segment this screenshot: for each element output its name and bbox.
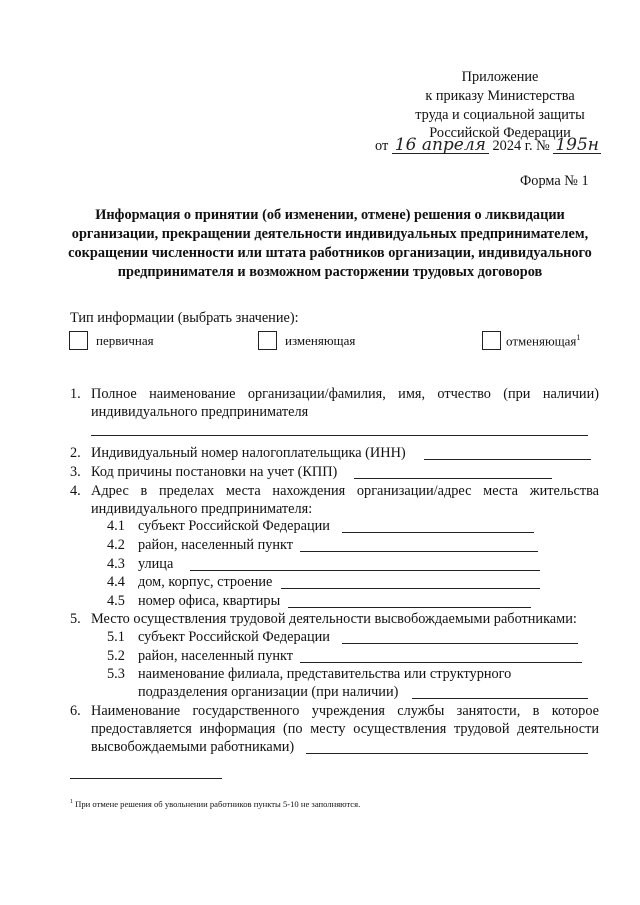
- addr-building-field[interactable]: [281, 588, 540, 589]
- order-year-number: 2024 г. №: [492, 138, 550, 154]
- item-5-3-label: наименование филиала, представительства или структурного: [138, 666, 512, 682]
- item-5-2-number: 5.2: [107, 648, 125, 664]
- item-1-field[interactable]: [91, 435, 588, 436]
- branch-name-field[interactable]: [412, 698, 588, 699]
- date-prefix: от: [375, 138, 389, 154]
- item-4-1-number: 4.1: [107, 518, 125, 534]
- addr-office-field[interactable]: [288, 607, 531, 608]
- form-title: Информация о принятии (об изменении, отмене) решения о ликвидации организации, прекращении деятельности индивидуальных предпринимателем, сокращении численности или штата работников организации, индивидуального предпринимателя и возможном расторжении трудовых договоров: [68, 207, 592, 280]
- item-6-label-cont: предоставляется информация (по месту осуществления трудовой деятельности: [91, 721, 599, 737]
- work-region-field[interactable]: [342, 643, 578, 644]
- form-label: Форма № 1: [520, 173, 589, 189]
- item-6-number: 6.: [70, 703, 81, 719]
- appendix-label: Приложение: [461, 69, 539, 85]
- item-4-4-number: 4.4: [107, 574, 125, 590]
- footnote-text: При отмене решения об увольнении работников пункты 5-10 не заполняются.: [75, 799, 361, 809]
- item-2-label: Индивидуальный номер налогоплательщика (ИНН): [91, 445, 406, 461]
- item-4-4-label: дом, корпус, строение: [138, 574, 273, 590]
- item-5-3-number: 5.3: [107, 666, 125, 682]
- kpp-field[interactable]: [354, 478, 552, 479]
- option-canceling-label: [506, 333, 580, 349]
- item-4-1-label: субъект Российской Федерации: [138, 518, 330, 534]
- item-5-1-label: субъект Российской Федерации: [138, 629, 330, 645]
- addr-locality-field[interactable]: [300, 551, 538, 552]
- item-3-label: Код причины постановки на учет (КПП): [91, 464, 338, 480]
- checkbox-changing[interactable]: [258, 331, 277, 350]
- addr-street-field[interactable]: [190, 570, 540, 571]
- item-1-label-cont: индивидуального предпринимателя: [91, 404, 309, 420]
- handwritten-date: 16 апреля: [392, 138, 489, 154]
- item-1-label: Полное наименование организации/фамилия, имя, отчество (при наличии): [91, 386, 599, 402]
- item-2-number: 2.: [70, 445, 81, 461]
- order-date-line: [375, 135, 601, 155]
- item-6-label-cont2: высвобождаемыми работниками): [91, 739, 295, 755]
- item-5-3-label-cont: подразделения организации (при наличии): [138, 684, 399, 700]
- checkbox-primary[interactable]: [69, 331, 88, 350]
- item-4-number: 4.: [70, 483, 81, 499]
- footnote-mark: 1: [70, 799, 73, 806]
- item-5-1-number: 5.1: [107, 629, 125, 645]
- checkbox-canceling[interactable]: [482, 331, 501, 350]
- order-ref-line3: Российской Федерации: [429, 125, 571, 141]
- item-5-2-label: район, населенный пункт: [138, 648, 294, 664]
- item-4-5-label: номер офиса, квартиры: [138, 593, 281, 609]
- inn-field[interactable]: [424, 459, 591, 460]
- work-locality-field[interactable]: [300, 662, 582, 663]
- item-4-5-number: 4.5: [107, 593, 125, 609]
- footnote-ref: 1: [576, 333, 581, 342]
- item-6-label: Наименование государственного учреждения службы занятости, в которое: [91, 703, 599, 719]
- addr-region-field[interactable]: [342, 532, 534, 533]
- footnote: [70, 799, 360, 809]
- item-4-label: Адрес в пределах места нахождения организации/адрес места жительства: [91, 483, 599, 499]
- order-ref-line2: труда и социальной защиты: [415, 107, 585, 123]
- item-3-number: 3.: [70, 464, 81, 480]
- item-4-3-label: улица: [138, 556, 174, 572]
- option-primary-label: первичная: [96, 333, 154, 348]
- item-5-number: 5.: [70, 611, 81, 627]
- item-4-2-number: 4.2: [107, 537, 125, 553]
- item-4-3-number: 4.3: [107, 556, 125, 572]
- item-4-label-cont: индивидуального предпринимателя:: [91, 501, 313, 517]
- info-type-label: Тип информации (выбрать значение):: [70, 310, 299, 326]
- item-1-number: 1.: [70, 386, 81, 402]
- handwritten-number: 195н: [555, 135, 599, 155]
- order-ref-line1: к приказу Министерства: [425, 88, 575, 104]
- option-canceling-text: отменяющая: [506, 333, 577, 349]
- footnote-separator: [70, 778, 222, 779]
- item-4-2-label: район, населенный пункт: [138, 537, 294, 553]
- option-changing-label: изменяющая: [285, 333, 356, 348]
- employment-service-field[interactable]: [306, 753, 588, 754]
- item-5-label: Место осуществления трудовой деятельности высвобождаемыми работниками:: [91, 611, 577, 627]
